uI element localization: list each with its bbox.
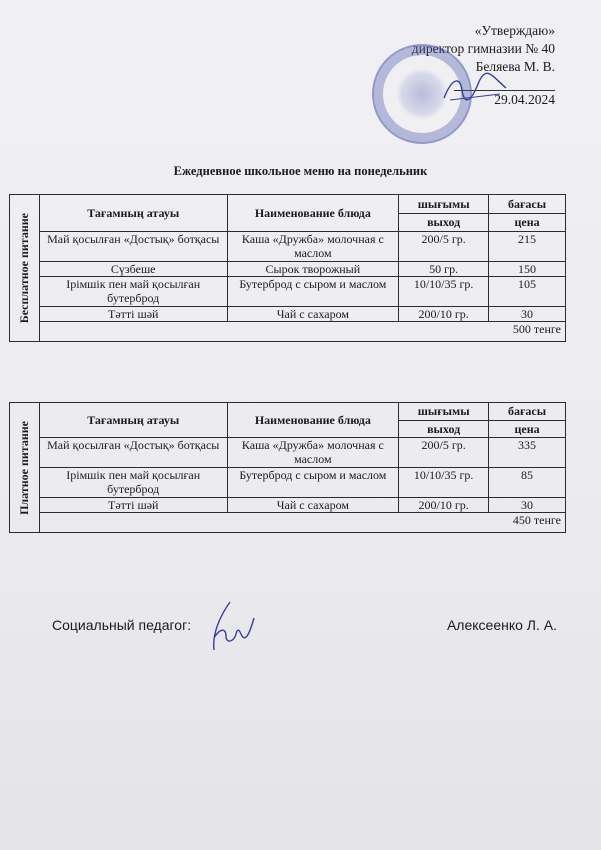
header-name-kz: Тағамның атауы — [39, 403, 227, 438]
dish-name-ru: Каша «Дружба» молочная с маслом — [227, 232, 399, 262]
dish-name-ru: Чай с сахаром — [227, 307, 399, 322]
approval-heading: «Утверждаю» — [474, 23, 555, 38]
approval-date: 29.04.2024 — [454, 90, 555, 109]
dish-name-kz: Тәтті шәй — [39, 498, 227, 513]
dish-name-ru: Сырок творожный — [227, 262, 399, 277]
dish-name-kz: Май қосылған «Достық» ботқасы — [39, 438, 227, 468]
dish-yield: 50 гр. — [399, 262, 489, 277]
dish-name-ru: Каша «Дружба» молочная с маслом — [227, 438, 399, 468]
approval-name: Беляева М. В. — [475, 59, 555, 74]
header-name-ru: Наименование блюда — [227, 403, 399, 438]
page-title: Ежедневное школьное меню на понедельник — [173, 164, 428, 178]
table-row — [10, 307, 566, 322]
total-row — [10, 322, 566, 342]
social-pedagogue-label: Социальный педагог: — [52, 617, 192, 633]
dish-price: 150 — [489, 262, 566, 277]
table-row — [10, 498, 566, 513]
header-price-ru: цена — [489, 420, 566, 438]
header-name-kz: Тағамның атауы — [39, 195, 227, 232]
dish-name-kz: Сүзбеше — [39, 262, 227, 277]
dish-name-kz: Ірімшік пен май қосылған бутерброд — [39, 468, 227, 498]
dish-name-kz: Ірімшік пен май қосылған бутерброд — [39, 277, 227, 307]
paid-total: 450 тенге — [39, 513, 565, 533]
approval-position: директор гимназии № 40 — [411, 41, 555, 56]
paid-meals-side-label: Платное питание — [10, 403, 40, 533]
table-header-row — [10, 195, 566, 214]
header-yield-ru: выход — [399, 213, 489, 232]
header-price-ru: цена — [489, 213, 566, 232]
dish-yield: 200/10 гр. — [399, 307, 489, 322]
dish-price: 215 — [489, 232, 566, 262]
paid-meals-table — [9, 402, 566, 533]
table-header-row — [10, 403, 566, 421]
pedagogue-name: Алексеенко Л. А. — [446, 617, 557, 633]
dish-name-ru: Бутерброд с сыром и маслом — [227, 277, 399, 307]
dish-price: 30 — [489, 307, 566, 322]
dish-yield: 10/10/35 гр. — [399, 277, 489, 307]
free-meals-table — [9, 194, 566, 342]
dish-price: 335 — [489, 438, 566, 468]
table-row — [10, 277, 566, 307]
director-signature — [440, 70, 510, 110]
dish-yield: 200/5 гр. — [399, 232, 489, 262]
total-row — [10, 513, 566, 533]
dish-price: 30 — [489, 498, 566, 513]
dish-name-kz: Тәтті шәй — [39, 307, 227, 322]
header-yield-ru: выход — [399, 420, 489, 438]
header-price-kz: бағасы — [489, 195, 566, 214]
header-price-kz: бағасы — [489, 403, 566, 421]
dish-yield: 200/10 гр. — [399, 498, 489, 513]
header-yield-kz: шығымы — [399, 195, 489, 214]
dish-yield: 200/5 гр. — [399, 438, 489, 468]
table-row — [10, 262, 566, 277]
table-row — [10, 232, 566, 262]
dish-name-ru: Чай с сахаром — [227, 498, 399, 513]
table-row — [10, 468, 566, 498]
dish-name-ru: Бутерброд с сыром и маслом — [227, 468, 399, 498]
dish-name-kz: Май қосылған «Достық» ботқасы — [39, 232, 227, 262]
header-name-ru: Наименование блюда — [227, 195, 399, 232]
header-yield-kz: шығымы — [399, 403, 489, 421]
dish-price: 105 — [489, 277, 566, 307]
dish-price: 85 — [489, 468, 566, 498]
pedagogue-signature — [206, 598, 262, 656]
table-row — [10, 438, 566, 468]
free-meals-side-label: Бесплатное питание — [10, 195, 40, 342]
dish-yield: 10/10/35 гр. — [399, 468, 489, 498]
free-total: 500 тенге — [39, 322, 565, 342]
